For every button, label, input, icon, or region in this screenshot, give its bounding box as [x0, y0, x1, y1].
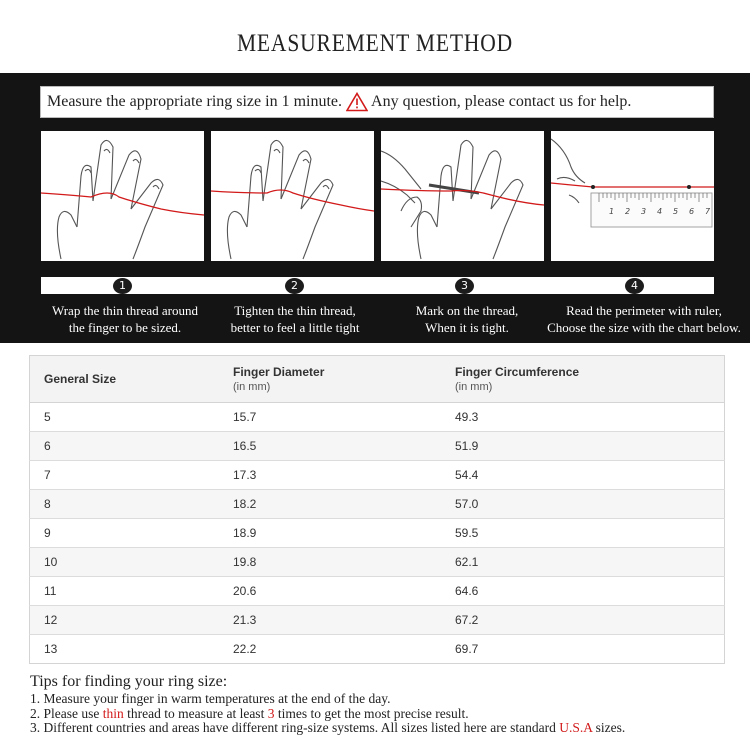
table-row [30, 548, 725, 577]
table-row [30, 461, 725, 490]
table-row [30, 432, 725, 461]
header-general-size [30, 356, 220, 403]
cell-diameter: 15.7 [219, 403, 441, 432]
cell-size: 9 [30, 519, 220, 548]
step-number-badge: 1 [113, 278, 132, 294]
step-3-illustration [381, 131, 544, 261]
table-row [30, 490, 725, 519]
ruler-number: 7 [705, 207, 711, 216]
header-unit: (in mm) [233, 381, 271, 393]
cell-diameter: 18.9 [219, 519, 441, 548]
cell-size: 10 [30, 548, 220, 577]
cell-size: 12 [30, 606, 220, 635]
warning-triangle-icon [346, 92, 368, 112]
tip-text: thread to measure at least [123, 705, 268, 721]
caption-line: Wrap the thin thread around [51, 303, 199, 318]
tip-text: sizes. [592, 720, 626, 735]
tip-2 [30, 707, 745, 722]
cell-circumference: 51.9 [441, 432, 725, 461]
cell-diameter: 19.8 [219, 548, 441, 577]
table-row [30, 519, 725, 548]
step-number-badge: 4 [625, 278, 644, 294]
step-number-badge: 3 [455, 278, 474, 294]
caption-line: Choose the size with the chart below. [547, 320, 741, 335]
caption-line: Tighten the thin thread, [234, 303, 356, 318]
ring-size-table [29, 355, 725, 664]
ruler-number: 3 [641, 207, 647, 216]
cell-size: 6 [30, 432, 220, 461]
ruler-number: 5 [673, 207, 679, 216]
cell-circumference: 49.3 [441, 403, 725, 432]
header-label: Finger Diameter [233, 365, 325, 379]
notice-text-after: Any question, please contact us for help. [371, 93, 632, 110]
cell-circumference: 57.0 [441, 490, 725, 519]
cell-circumference: 67.2 [441, 606, 725, 635]
page-title: MEASUREMENT METHOD [236, 30, 514, 57]
ruler-number: 1 [609, 207, 615, 216]
step-progress-bar [41, 277, 714, 294]
tip-text: 3. Different countries and areas have different ring-size systems. All sizes listed here are standard [30, 720, 560, 735]
step-4-caption [540, 302, 748, 336]
step-4-illustration [551, 131, 714, 261]
cell-diameter: 20.6 [219, 577, 441, 606]
step-2-caption [210, 302, 380, 336]
tip-highlight: 3 [267, 705, 275, 721]
table-row [30, 403, 725, 432]
tip-highlight: thin [102, 705, 124, 721]
ruler-number: 6 [689, 207, 695, 216]
table-row [30, 635, 725, 664]
step-1-illustration [41, 131, 204, 261]
tip-3 [30, 721, 745, 736]
header-unit: (in mm) [455, 381, 493, 393]
cell-diameter: 22.2 [219, 635, 441, 664]
tip-text: 2. Please use [30, 705, 103, 721]
cell-diameter: 21.3 [219, 606, 441, 635]
tips-section [30, 672, 745, 736]
cell-circumference: 69.7 [441, 635, 725, 664]
tip-text: times to get the most precise result. [274, 705, 469, 721]
caption-line: When it is tight. [425, 320, 509, 335]
header-label: Finger Circumference [455, 365, 580, 379]
cell-circumference: 62.1 [441, 548, 725, 577]
cell-size: 8 [30, 490, 220, 519]
header-finger-circumference [441, 356, 725, 403]
notice-bar [40, 86, 714, 118]
cell-diameter: 17.3 [219, 461, 441, 490]
cell-diameter: 16.5 [219, 432, 441, 461]
header-label: General Size [44, 372, 117, 386]
step-2-illustration [211, 131, 374, 261]
table-row [30, 577, 725, 606]
caption-line: better to feel a little tight [230, 320, 360, 335]
caption-line: Mark on the thread, [415, 303, 519, 318]
cell-diameter: 18.2 [219, 490, 441, 519]
cell-circumference: 64.6 [441, 577, 725, 606]
caption-line: the finger to be sized. [68, 320, 182, 335]
step-1-caption [40, 302, 210, 336]
cell-size: 7 [30, 461, 220, 490]
cell-size: 13 [30, 635, 220, 664]
step-3-caption [382, 302, 552, 336]
cell-circumference: 54.4 [441, 461, 725, 490]
table-row [30, 606, 725, 635]
ruler-number: 2 [625, 207, 631, 216]
tips-heading: Tips for finding your ring size: [30, 673, 228, 690]
notice-text-before: Measure the appropriate ring size in 1 minute. [47, 93, 343, 110]
tip-1: 1. Measure your finger in warm temperatures at the end of the day. [30, 691, 391, 706]
tip-highlight: U.S.A [559, 720, 593, 735]
header-finger-diameter [219, 356, 441, 403]
caption-line: Read the perimeter with ruler, [566, 303, 722, 318]
step-number-badge: 2 [285, 278, 304, 294]
cell-circumference: 59.5 [441, 519, 725, 548]
cell-size: 5 [30, 403, 220, 432]
cell-size: 11 [30, 577, 220, 606]
ruler-number: 4 [657, 207, 663, 216]
table-header-row [30, 356, 725, 403]
